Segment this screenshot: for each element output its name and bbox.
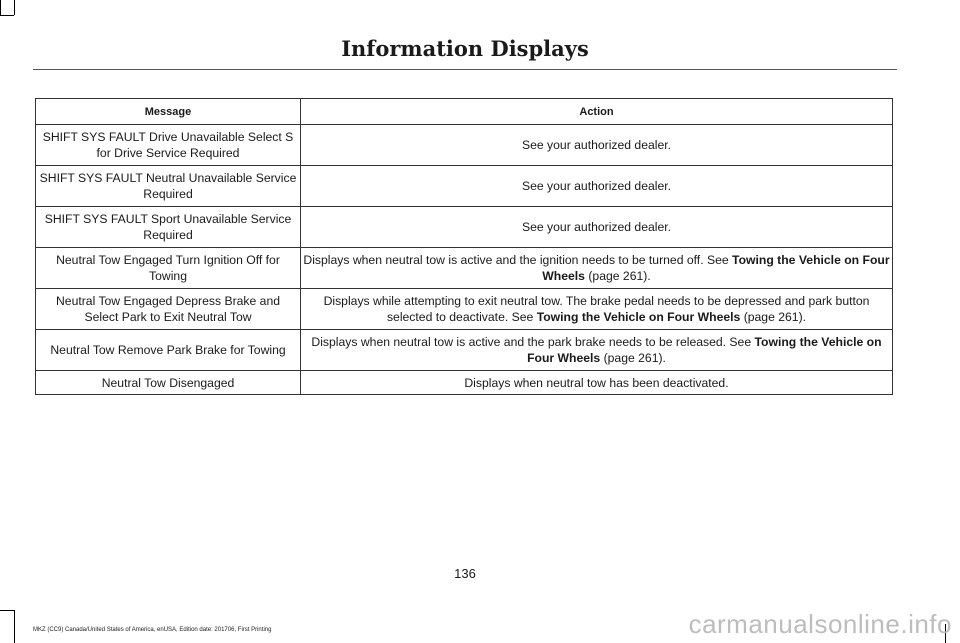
header-divider	[33, 69, 897, 70]
messages-table	[35, 98, 893, 395]
message-cell: Neutral Tow Remove Park Brake for Towing	[36, 330, 301, 371]
action-cell: Displays when neutral tow has been deactivated.	[301, 371, 893, 395]
crop-mark	[14, 0, 15, 15]
watermark: carmanualsonline.info	[688, 609, 952, 639]
cross-reference-link[interactable]: Towing the Vehicle on Four Wheels	[536, 310, 741, 324]
crop-mark	[0, 15, 14, 16]
action-cell: See your authorized dealer.	[301, 166, 893, 207]
message-cell: SHIFT SYS FAULT Sport Unavailable Service Required	[36, 207, 301, 248]
message-cell: Neutral Tow Engaged Depress Brake and Select Park to Exit Neutral Tow	[36, 289, 301, 330]
action-cell	[301, 248, 893, 289]
cross-reference-link[interactable]: Towing the Vehicle on Four Wheels	[542, 253, 890, 283]
crop-mark	[0, 0, 1, 15]
page-reference: (page 261).	[743, 310, 807, 324]
message-cell: Neutral Tow Disengaged	[36, 371, 301, 395]
message-column-header: Message	[36, 99, 301, 125]
action-cell: See your authorized dealer.	[301, 125, 893, 166]
edition-footer: MKZ (CC9) Canada/United States of America, enUSA, Edition date: 201706, First Printing	[33, 627, 272, 633]
table-row	[36, 248, 893, 289]
cross-reference-link[interactable]: Towing the Vehicle on Four Wheels	[527, 335, 882, 365]
action-cell	[301, 330, 893, 371]
page-title: Information Displays	[341, 36, 589, 61]
action-text: Displays when neutral tow is active and the ignition needs to be turned off. See	[303, 253, 729, 267]
message-cell: SHIFT SYS FAULT Neutral Unavailable Service Required	[36, 166, 301, 207]
action-column-header: Action	[301, 99, 893, 125]
message-cell: SHIFT SYS FAULT Drive Unavailable Select S for Drive Service Required	[36, 125, 301, 166]
action-text: Displays when neutral tow is active and the park brake needs to be released. See	[311, 335, 752, 349]
page-reference: (page 261).	[588, 269, 651, 283]
action-cell: See your authorized dealer.	[301, 207, 893, 248]
message-cell: Neutral Tow Engaged Turn Ignition Off for Towing	[36, 248, 301, 289]
table-row	[36, 125, 893, 166]
table-row	[36, 371, 893, 395]
table-row	[36, 207, 893, 248]
action-cell	[301, 289, 893, 330]
table-row	[36, 289, 893, 330]
table-header-row	[36, 99, 893, 125]
table-row	[36, 330, 893, 371]
page-reference: (page 261).	[603, 351, 666, 365]
action-text: Displays while attempting to exit neutral tow. The brake pedal needs to be depressed and park button selected to deactivate. See	[323, 294, 870, 324]
page-number: 136	[454, 566, 476, 581]
crop-mark	[14, 610, 15, 643]
table-row	[36, 166, 893, 207]
crop-mark	[0, 610, 14, 611]
